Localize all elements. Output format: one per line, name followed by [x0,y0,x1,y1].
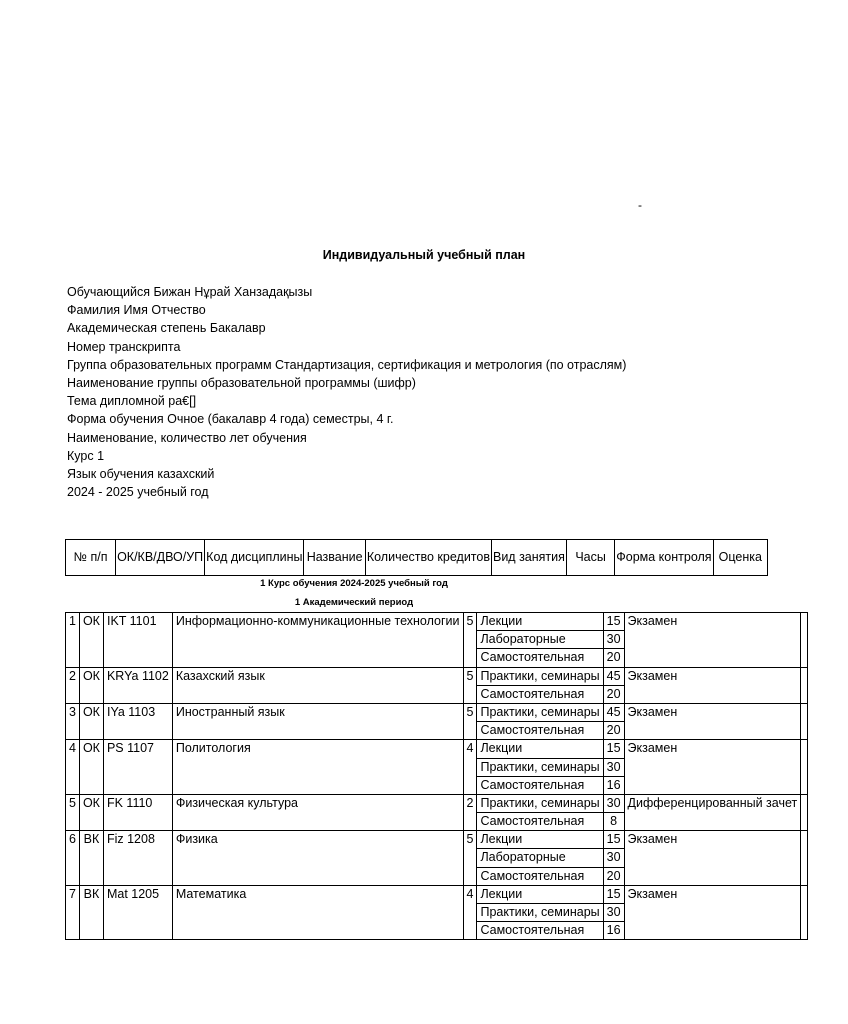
grade [801,831,808,886]
credits: 4 [463,885,477,940]
lesson-type: Самостоятельная [477,722,603,740]
discipline-name: Физическая культура [172,794,463,830]
grade [801,667,808,703]
lesson-type: Лабораторные [477,631,603,649]
discipline-code: FK 1110 [103,794,172,830]
table-row [66,794,808,812]
credits: 5 [463,613,477,668]
column-header: Часы [566,540,614,576]
info-line: Тема дипломной ра€[] [67,394,197,409]
curriculum-table [65,612,808,940]
info-line: Форма обучения Очное (бакалавр 4 года) семестры, 4 г. [67,412,394,427]
control-form: Экзамен [624,703,801,739]
lesson-type: Практики, семинары [477,667,603,685]
hours: 20 [603,722,624,740]
discipline-name: Иностранный язык [172,703,463,739]
hours: 8 [603,813,624,831]
lesson-type: Лекции [477,740,603,758]
control-form: Экзамен [624,667,801,703]
info-line: Группа образовательных программ Стандартизация, сертификация и метрология (по отраслям) [67,357,627,372]
table-row [66,740,808,758]
row-number: 7 [66,885,80,940]
credits: 5 [463,831,477,886]
row-number: 4 [66,740,80,795]
column-header: Форма контроля [615,540,713,576]
grade [801,613,808,668]
credits: 2 [463,794,477,830]
column-header: № п/п [66,540,116,576]
lesson-type: Практики, семинары [477,758,603,776]
lesson-type: Самостоятельная [477,776,603,794]
lesson-type: Лекции [477,613,603,631]
table-row [66,885,808,903]
component-type: ОК [79,667,103,703]
control-form: Экзамен [624,740,801,795]
hours: 20 [603,867,624,885]
discipline-code: KRYa 1102 [103,667,172,703]
info-line: Язык обучения казахский [67,467,215,482]
lesson-type: Практики, семинары [477,703,603,721]
grade [801,885,808,940]
credits: 5 [463,667,477,703]
lesson-type: Самостоятельная [477,685,603,703]
table-row [66,831,808,849]
discipline-code: PS 1107 [103,740,172,795]
hours: 30 [603,631,624,649]
row-number: 1 [66,613,80,668]
row-number: 2 [66,667,80,703]
table-row [66,703,808,721]
hours: 30 [603,849,624,867]
hours: 30 [603,758,624,776]
hours: 15 [603,831,624,849]
info-line: Наименование группы образовательной программы (шифр) [67,376,416,391]
hours: 15 [603,885,624,903]
lesson-type: Самостоятельная [477,867,603,885]
period-label: 1 Академический период [294,597,414,608]
control-form: Дифференцированный зачет [624,794,801,830]
discipline-code: IYa 1103 [103,703,172,739]
hours: 16 [603,922,624,940]
info-line: Наименование, количество лет обучения [67,430,307,445]
discipline-name: Казахский язык [172,667,463,703]
hours: 20 [603,685,624,703]
grade [801,794,808,830]
lesson-type: Самостоятельная [477,922,603,940]
discipline-name: Политология [172,740,463,795]
lesson-type: Лекции [477,885,603,903]
component-type: ВК [79,831,103,886]
table-header [65,539,768,576]
hours: 15 [603,613,624,631]
discipline-name: Физика [172,831,463,886]
component-type: ВК [79,885,103,940]
row-number: 5 [66,794,80,830]
row-number: 3 [66,703,80,739]
column-header: Вид занятия [491,540,566,576]
hours: 45 [603,703,624,721]
info-line: Курс 1 [67,448,105,463]
student-info [67,283,767,501]
hours: 16 [603,776,624,794]
grade [801,703,808,739]
page-title: Индивидуальный учебный план [322,248,526,262]
credits: 5 [463,703,477,739]
column-header: ОК/КВ/ДВО/УП [116,540,205,576]
hours: 45 [603,667,624,685]
control-form: Экзамен [624,613,801,668]
hours: 15 [603,740,624,758]
column-header: Количество кредитов [365,540,491,576]
lesson-type: Самостоятельная [477,813,603,831]
discipline-name: Информационно-коммуникационные технологии [172,613,463,668]
discipline-code: Mat 1205 [103,885,172,940]
info-line: Академическая степень Бакалавр [67,321,266,336]
component-type: ОК [79,740,103,795]
grade [801,740,808,795]
page-mark: - [638,198,642,212]
lesson-type: Лекции [477,831,603,849]
control-form: Экзамен [624,885,801,940]
info-line: Фамилия Имя Отчество [67,303,206,318]
info-line: Номер транскрипта [67,339,181,354]
column-header: Оценка [713,540,767,576]
table-row [66,613,808,631]
row-number: 6 [66,831,80,886]
component-type: ОК [79,703,103,739]
info-line: 2024 - 2025 учебный год [67,485,209,500]
credits: 4 [463,740,477,795]
discipline-code: IKT 1101 [103,613,172,668]
hours: 20 [603,649,624,667]
discipline-code: Fiz 1208 [103,831,172,886]
discipline-name: Математика [172,885,463,940]
control-form: Экзамен [624,831,801,886]
lesson-type: Самостоятельная [477,649,603,667]
lesson-type: Лабораторные [477,849,603,867]
column-header: Название [304,540,365,576]
hours: 30 [603,794,624,812]
lesson-type: Практики, семинары [477,794,603,812]
year-label: 1 Курс обучения 2024-2025 учебный год [260,578,448,589]
lesson-type: Практики, семинары [477,904,603,922]
component-type: ОК [79,794,103,830]
component-type: ОК [79,613,103,668]
hours: 30 [603,904,624,922]
column-header: Код дисциплины [205,540,304,576]
info-line: Обучающийся Бижан Нұрай Ханзадақызы [67,285,313,299]
table-row [66,667,808,685]
